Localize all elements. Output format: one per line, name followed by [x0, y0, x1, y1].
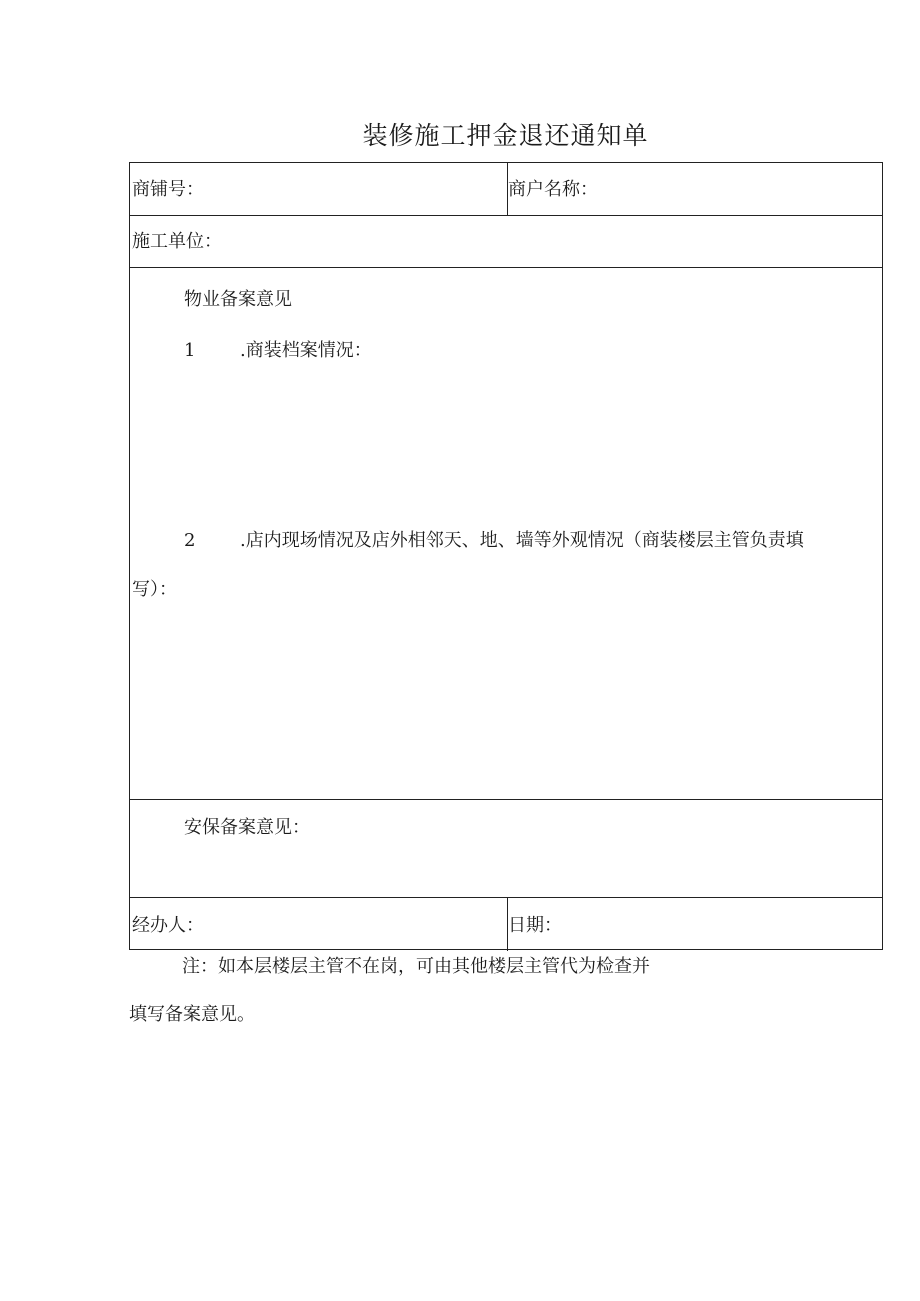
property-item-1-text: .商装档案情况：: [240, 340, 372, 361]
property-item-2-text: .店内现场情况及店外相邻天、地、墙等外观情况（商装楼层主管负责填: [240, 530, 804, 551]
merchant-name-label: 商户名称：: [508, 179, 598, 200]
contractor-label: 施工单位：: [132, 231, 222, 252]
row1-bottom-line: [130, 215, 882, 216]
notice-form: [129, 162, 883, 950]
property-item-2: [184, 528, 804, 554]
property-opinion-heading: 物业备案意见: [184, 289, 292, 310]
row4-bottom-line: [130, 897, 882, 898]
security-opinion-label: 安保备案意见：: [184, 817, 310, 838]
footnote-line-2: 填写备案意见。: [129, 1004, 255, 1025]
row3-bottom-line: [130, 799, 882, 800]
property-item-1: [184, 338, 372, 364]
document-title: 装修施工押金退还通知单: [362, 121, 649, 150]
property-item-2-number: 2: [184, 530, 196, 551]
property-item-1-number: 1: [184, 340, 196, 361]
handler-label: 经办人：: [132, 915, 204, 936]
date-label: 日期：: [508, 915, 562, 936]
row2-bottom-line: [130, 267, 882, 268]
shop-number-label: 商铺号：: [132, 179, 204, 200]
footnote-line-1: 注：如本层楼层主管不在岗，可由其他楼层主管代为检查并: [182, 956, 650, 977]
property-item-2-continuation: 写）：: [132, 579, 177, 600]
